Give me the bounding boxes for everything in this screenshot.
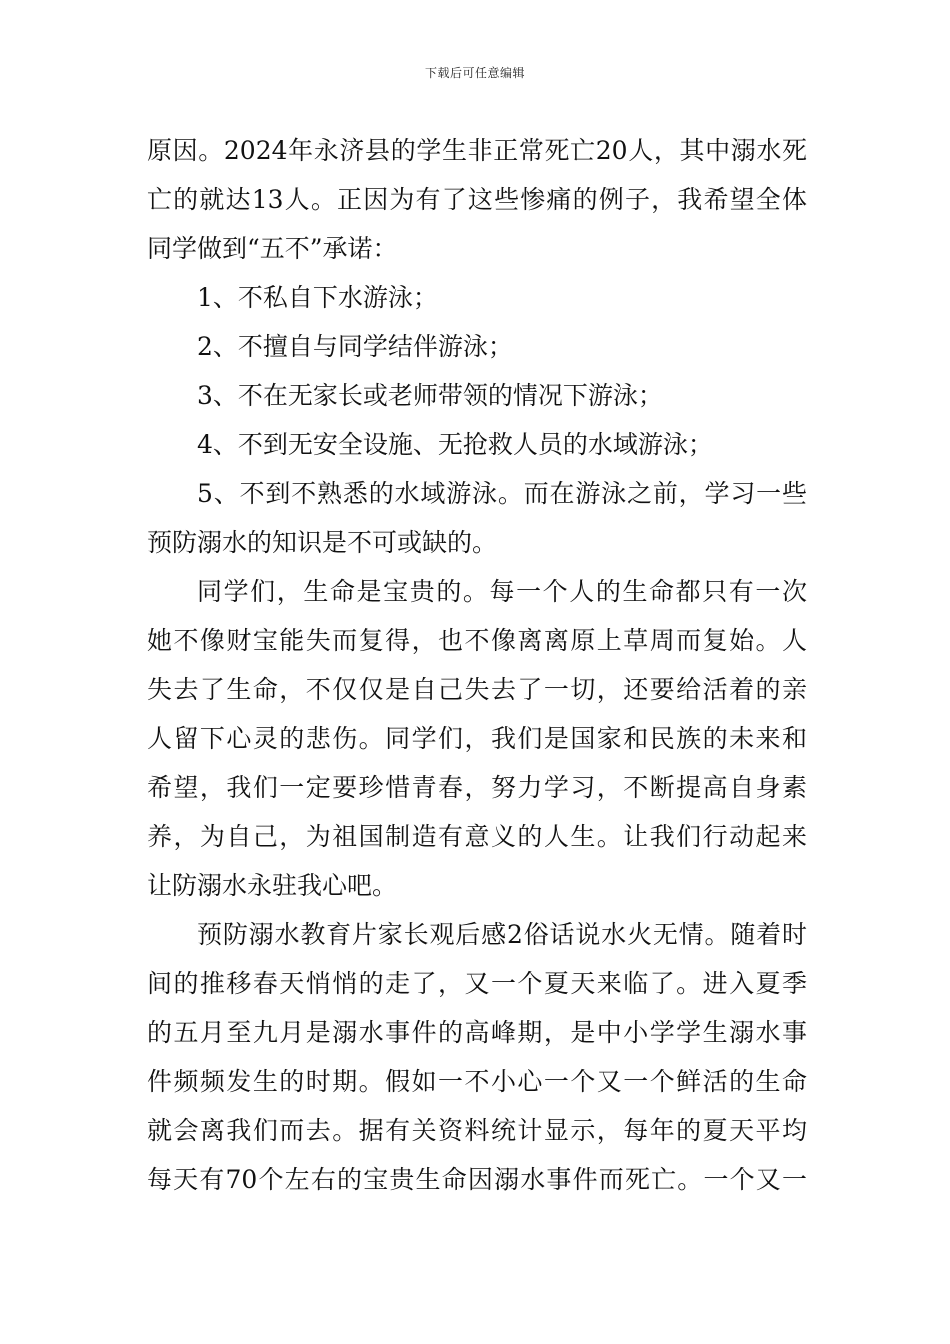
- text-line: 的五月至九月是溺水事件的高峰期，是中小学学生溺水事: [147, 1018, 807, 1047]
- text-line: 每天有70个左右的宝贵生命因溺水事件而死亡。一个又一: [147, 1165, 807, 1194]
- text-line: 件频频发生的时期。假如一不小心一个又一个鲜活的生命: [147, 1067, 807, 1096]
- text-line: 就会离我们而去。据有关资料统计显示，每年的夏天平均: [147, 1116, 807, 1145]
- text-line: 她不像财宝能失而复得，也不像离离原上草周而复始。人: [147, 626, 807, 655]
- text-line: 4、不到无安全设施、无抢救人员的水域游泳；: [197, 430, 713, 459]
- text-line: 同学们，生命是宝贵的。每一个人的生命都只有一次: [197, 577, 807, 606]
- text-line: 原因。2024年永济县的学生非正常死亡20人，其中溺水死: [147, 136, 807, 165]
- page-header: 下载后可任意编辑: [424, 66, 525, 80]
- text-line: 3、不在无家长或老师带领的情况下游泳；: [197, 381, 663, 410]
- text-line: 5、不到不熟悉的水域游泳。而在游泳之前，学习一些: [197, 479, 807, 508]
- text-line: 希望，我们一定要珍惜青春，努力学习，不断提高自身素: [147, 773, 807, 802]
- text-line: 2、不擅自与同学结伴游泳；: [197, 332, 513, 361]
- text-line: 预防溺水教育片家长观后感2俗话说水火无情。随着时: [197, 920, 807, 949]
- text-line: 养，为自己，为祖国制造有意义的人生。让我们行动起来: [147, 822, 807, 851]
- text-line: 同学做到“五不”承诺：: [147, 234, 398, 263]
- text-line: 人留下心灵的悲伤。同学们，我们是国家和民族的未来和: [147, 724, 807, 753]
- document-body: [147, 126, 807, 1204]
- text-line: 亡的就达13人。正因为有了这些惨痛的例子，我希望全体: [147, 185, 807, 214]
- text-line: 1、不私自下水游泳；: [197, 283, 438, 312]
- text-line: 失去了生命，不仅仅是自己失去了一切，还要给活着的亲: [147, 675, 807, 704]
- text-line: 间的推移春天悄悄的走了，又一个夏天来临了。进入夏季: [147, 969, 807, 998]
- text-line: 预防溺水的知识是不可或缺的。: [147, 528, 498, 557]
- text-line: 让防溺水永驻我心吧。: [147, 871, 398, 900]
